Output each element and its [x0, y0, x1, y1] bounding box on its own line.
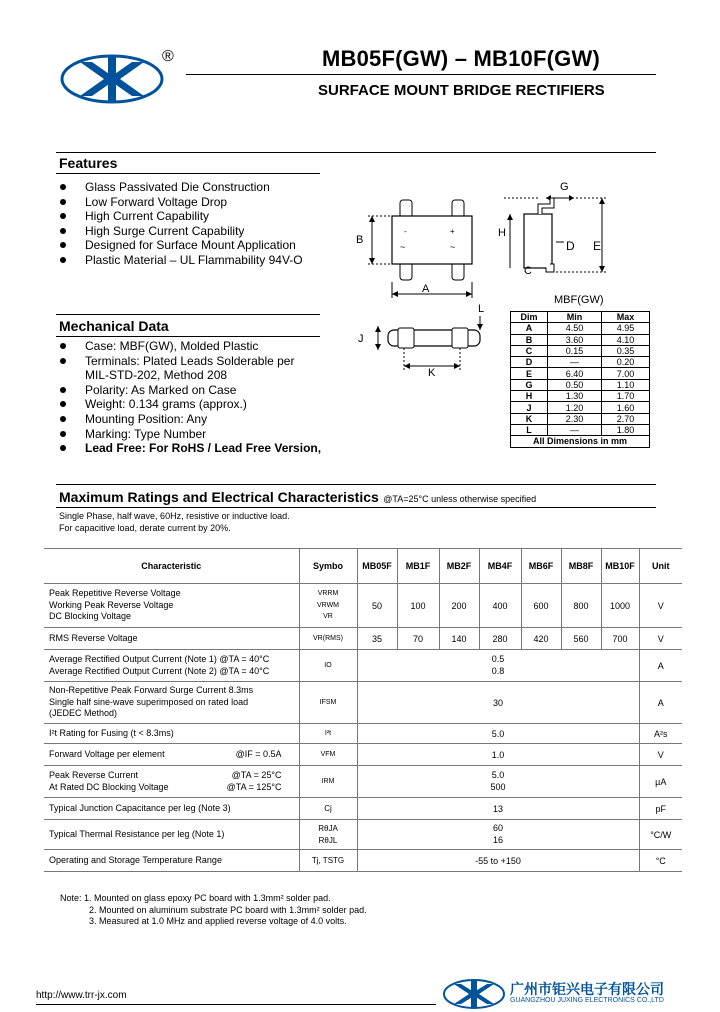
cell-line: 60	[492, 823, 503, 833]
table-row	[44, 744, 682, 766]
cell-text: Forward Voltage per element	[49, 748, 165, 759]
cell-line: RθJA	[318, 824, 338, 833]
table-cell: 0.15	[548, 345, 602, 356]
package-side-view	[494, 178, 614, 278]
list-item: High Current Capability	[60, 209, 303, 224]
table-header: MB6F	[521, 549, 561, 584]
mechanical-list	[60, 339, 321, 456]
table-cell: Typical Junction Capacitance per leg (Note 3)	[44, 798, 299, 820]
list-item-continuation	[60, 368, 321, 383]
ratings-title: Maximum Ratings and Electrical Characteristics	[59, 489, 379, 505]
cell-line: VRRM	[317, 590, 339, 598]
table-cell	[299, 584, 357, 628]
table-cell: VR(RMS)	[299, 628, 357, 650]
list-item: Marking: Type Number	[60, 427, 321, 442]
page-title: MB05F(GW) – MB10F(GW)	[322, 46, 600, 71]
list-item: Case: MBF(GW), Molded Plastic	[60, 339, 321, 354]
table-cell: J	[511, 402, 548, 413]
ratings-desc-1: Single Phase, half wave, 60Hz, resistive or inductive load.	[59, 511, 290, 521]
table-cell: °C/W	[639, 820, 682, 850]
table-cell: V	[639, 744, 682, 766]
cell-line: 5.0	[491, 770, 505, 780]
table-cell	[44, 766, 299, 798]
features-top-rule	[56, 152, 656, 153]
table-cell: L	[511, 424, 548, 435]
cell-line: (JEDEC Method)	[49, 708, 118, 719]
table-cell: pF	[639, 798, 682, 820]
dim-label-h: H	[498, 227, 506, 239]
table-cell: 1.30	[548, 391, 602, 402]
mechanical-top-rule	[56, 314, 320, 315]
table-cell: 1000	[601, 584, 639, 628]
table-cell: E	[511, 368, 548, 379]
table-row	[44, 628, 682, 650]
table-cell: IFSM	[299, 682, 357, 724]
table-cell: H	[511, 391, 548, 402]
table-row	[511, 402, 650, 413]
table-header: Min	[548, 312, 602, 323]
cell-condition: @TA = 25°C	[231, 770, 282, 780]
features-title: Features	[59, 155, 118, 171]
cell-condition: @IF = 0.5A	[235, 748, 282, 759]
mechanical-underline	[56, 336, 320, 337]
table-cell: 0.35	[602, 345, 650, 356]
table-row	[44, 850, 682, 872]
table-cell: V	[639, 584, 682, 628]
table-cell: IRM	[299, 766, 357, 798]
cell-line: 500	[490, 781, 506, 792]
table-footer: All Dimensions in mm	[511, 436, 650, 447]
table-cell: 1.10	[602, 379, 650, 390]
table-cell: 2.70	[602, 413, 650, 424]
table-cell: 6.40	[548, 368, 602, 379]
table-cell	[357, 820, 639, 850]
table-cell: C	[511, 345, 548, 356]
table-cell: 280	[479, 628, 521, 650]
table-cell: Operating and Storage Temperature Range	[44, 850, 299, 872]
ratings-condition: @TA=25°C unless otherwise specified	[383, 494, 537, 504]
table-cell	[44, 650, 299, 682]
dim-label-e: E	[593, 239, 602, 253]
table-cell: 7.00	[602, 368, 650, 379]
table-cell: Tj, TSTG	[299, 850, 357, 872]
table-cell: 30	[357, 682, 639, 724]
table-header: MB2F	[439, 549, 479, 584]
note-line: 3. Measured at 1.0 MHz and applied reverse voltage of 4.0 volts.	[89, 916, 347, 926]
dim-label-c: C	[524, 265, 532, 277]
table-cell: 700	[601, 628, 639, 650]
table-cell: B	[511, 334, 548, 345]
table-cell	[44, 744, 299, 766]
table-cell: 200	[439, 584, 479, 628]
table-cell: V	[639, 628, 682, 650]
table-cell: G	[511, 379, 548, 390]
list-item: Weight: 0.134 grams (approx.)	[60, 397, 321, 412]
table-cell: 600	[521, 584, 561, 628]
table-row	[511, 413, 650, 424]
cell-line	[49, 770, 296, 782]
table-cell: K	[511, 413, 548, 424]
list-item: Low Forward Voltage Drop	[60, 195, 303, 210]
table-cell: Cj	[299, 798, 357, 820]
ac-mark-1: ~	[400, 242, 406, 252]
cell-line: Non-Repetitive Peak Forward Surge Current 8.3ms	[49, 685, 254, 696]
table-header: Max	[602, 312, 650, 323]
list-item: Glass Passivated Die Construction	[60, 180, 303, 195]
footer-url[interactable]: http://www.trr-jx.com	[36, 990, 127, 1001]
table-cell: -55 to +150	[357, 850, 639, 872]
note-line: Note: 1. Mounted on glass epoxy PC board with 1.3mm² solder pad.	[60, 893, 331, 903]
table-cell: 70	[397, 628, 439, 650]
dim-label-a: A	[422, 283, 430, 295]
cell-condition: @TA = 125°C	[226, 781, 282, 792]
table-cell: 0.50	[548, 379, 602, 390]
list-item: Mounting Position: Any	[60, 412, 321, 427]
table-cell: I²t	[299, 724, 357, 744]
dim-label-j: J	[358, 333, 364, 345]
company-logo	[60, 52, 170, 112]
table-cell: 420	[521, 628, 561, 650]
list-item: Polarity: As Marked on Case	[60, 383, 321, 398]
table-cell: —	[548, 357, 602, 368]
ratings-heading	[59, 489, 536, 507]
table-cell: 140	[439, 628, 479, 650]
table-header: Unit	[639, 549, 682, 584]
footer-rule	[36, 1004, 436, 1005]
table-cell	[357, 650, 639, 682]
package-top-view	[350, 186, 480, 298]
table-cell: 560	[561, 628, 601, 650]
table-cell: 800	[561, 584, 601, 628]
list-item: Plastic Material – UL Flammability 94V-O	[60, 253, 303, 268]
table-cell	[44, 682, 299, 724]
cell-text: Peak Reverse Current	[49, 770, 139, 780]
package-front-view	[352, 300, 502, 380]
dim-label-l: L	[478, 303, 485, 315]
cell-line: Average Rectified Output Current (Note 1) @TA = 40°C	[49, 654, 270, 664]
table-cell: Typical Thermal Resistance per leg (Note 1)	[44, 820, 299, 850]
ratings-top-rule	[56, 484, 656, 485]
table-cell: D	[511, 357, 548, 368]
list-item: Lead Free: For RoHS / Lead Free Version,	[60, 441, 321, 456]
cell-line: Single half sine-wave superimposed on rated load	[49, 696, 249, 707]
table-row	[44, 798, 682, 820]
cell-line: VR	[323, 613, 333, 621]
table-row	[511, 424, 650, 435]
table-cell: 0.20	[602, 357, 650, 368]
plus-mark: +	[450, 227, 455, 236]
table-row	[44, 820, 682, 850]
table-cell: 1.60	[602, 402, 650, 413]
table-row	[511, 436, 650, 447]
table-cell: A	[511, 323, 548, 334]
table-cell	[44, 584, 299, 628]
list-item: Designed for Surface Mount Application	[60, 238, 303, 253]
table-cell	[299, 820, 357, 850]
cell-line: Working Peak Reverse Voltage	[49, 599, 174, 610]
dimension-table	[510, 311, 650, 448]
table-row	[44, 650, 682, 682]
table-cell: 4.10	[602, 334, 650, 345]
page-subtitle: SURFACE MOUNT BRIDGE RECTIFIERS	[318, 82, 605, 99]
table-row	[44, 682, 682, 724]
table-row	[44, 724, 682, 744]
registered-mark: ®	[162, 48, 174, 65]
table-cell: 50	[357, 584, 397, 628]
ratings-underline	[56, 507, 656, 508]
cell-line: 0.8	[491, 665, 505, 676]
table-row	[511, 345, 650, 356]
list-item: Terminals: Plated Leads Solderable per	[60, 354, 321, 369]
cell-line: Average Rectified Output Current (Note 2) @TA = 40°C	[49, 665, 270, 676]
table-cell: IO	[299, 650, 357, 682]
table-cell: 4.50	[548, 323, 602, 334]
cell-line: 0.5	[491, 654, 505, 664]
table-row	[511, 379, 650, 390]
table-header: MB05F	[357, 549, 397, 584]
dim-label-g: G	[560, 181, 569, 193]
cell-line: DC Blocking Voltage	[49, 611, 132, 622]
dimension-table-title: MBF(GW)	[554, 294, 604, 306]
table-row	[511, 357, 650, 368]
mechanical-title: Mechanical Data	[59, 318, 169, 334]
table-cell: µA	[639, 766, 682, 798]
dim-label-b: B	[356, 234, 364, 246]
table-cell: —	[548, 424, 602, 435]
dim-label-k: K	[428, 367, 436, 379]
features-list	[60, 180, 303, 268]
table-header: MB10F	[601, 549, 639, 584]
table-row	[511, 323, 650, 334]
table-cell: VFM	[299, 744, 357, 766]
table-cell: 400	[479, 584, 521, 628]
table-row	[511, 391, 650, 402]
table-row	[44, 549, 682, 584]
table-cell	[357, 766, 639, 798]
table-cell: 100	[397, 584, 439, 628]
table-cell: A	[639, 682, 682, 724]
table-cell: 2.30	[548, 413, 602, 424]
table-row	[511, 368, 650, 379]
table-cell: 13	[357, 798, 639, 820]
table-row	[44, 584, 682, 628]
list-item: High Surge Current Capability	[60, 224, 303, 239]
table-cell: 3.60	[548, 334, 602, 345]
table-cell: 35	[357, 628, 397, 650]
cell-text: At Rated DC Blocking Voltage	[49, 781, 169, 792]
footer-company-en: GUANGZHOU JUXING ELECTRONICS CO.,LTD	[510, 997, 664, 1004]
table-cell: 1.80	[602, 424, 650, 435]
table-header: Dim	[511, 312, 548, 323]
cell-line: VRWM	[316, 601, 340, 609]
table-header: MB8F	[561, 549, 601, 584]
ratings-table	[44, 548, 682, 872]
footer-logo	[442, 978, 506, 1010]
ratings-desc-2: For capacitive load, derate current by 20%.	[59, 523, 231, 533]
cell-line: Peak Repetitive Reverse Voltage	[49, 588, 181, 599]
footer-company-cn: 广州市钜兴电子有限公司	[510, 981, 664, 997]
table-cell: RMS Reverse Voltage	[44, 628, 299, 650]
cell-line	[49, 782, 296, 794]
table-cell: °C	[639, 850, 682, 872]
table-header: Characteristic	[44, 549, 299, 584]
cell-line: 16	[492, 834, 503, 845]
note-line: 2. Mounted on aluminum substrate PC board with 1.3mm² solder pad.	[89, 904, 367, 915]
table-cell: 4.95	[602, 323, 650, 334]
table-header: MB1F	[397, 549, 439, 584]
cell-line: RθJL	[318, 835, 338, 845]
table-cell: 1.70	[602, 391, 650, 402]
notes	[60, 893, 367, 928]
dim-label-d: D	[566, 239, 575, 253]
features-underline	[56, 173, 320, 174]
minus-mark: -	[404, 227, 407, 236]
continuation-text: MIL-STD-202, Method 208	[85, 368, 228, 383]
table-row	[511, 334, 650, 345]
header-rule	[186, 74, 656, 75]
table-cell: A²s	[639, 724, 682, 744]
table-header: Symbo	[299, 549, 357, 584]
table-row	[44, 766, 682, 798]
table-cell: 5.0	[357, 724, 639, 744]
table-header: MB4F	[479, 549, 521, 584]
table-cell: I²t Rating for Fusing (t < 8.3ms)	[44, 724, 299, 744]
table-cell: 1.0	[357, 744, 639, 766]
table-row	[511, 312, 650, 323]
ac-mark-2: ~	[450, 242, 456, 252]
table-cell: 1.20	[548, 402, 602, 413]
table-cell: A	[639, 650, 682, 682]
